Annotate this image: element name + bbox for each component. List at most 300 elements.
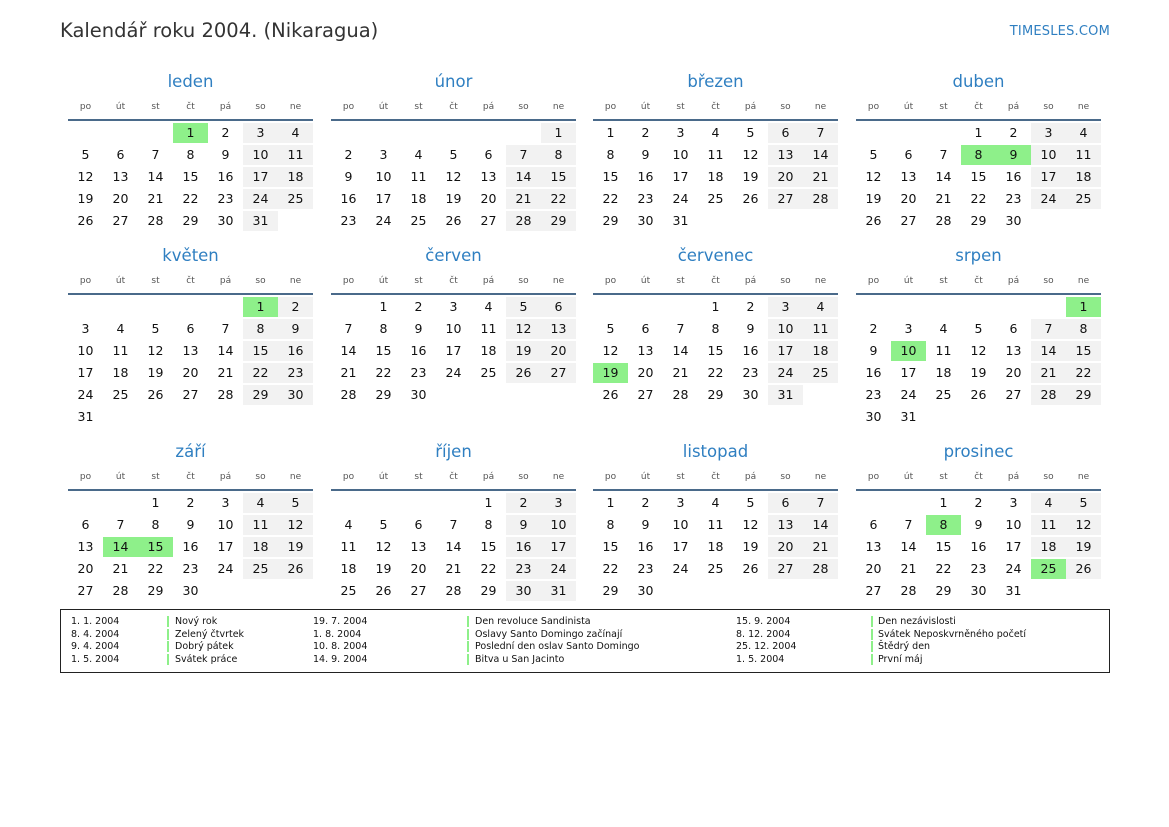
day-number: 22 [480, 561, 497, 576]
day-number: 30 [970, 583, 987, 598]
day-number: 18 [340, 561, 357, 576]
month-divider [331, 489, 576, 491]
day-cell [803, 341, 838, 361]
day-number: 27 [410, 583, 427, 598]
day-number: 30 [217, 213, 234, 228]
day-number: 26 [445, 213, 462, 228]
day-cell [243, 167, 278, 187]
weekday-label: po [604, 102, 617, 112]
weekday-label: ne [814, 472, 827, 482]
day-number: 20 [1005, 365, 1022, 380]
month-name: únor [434, 72, 473, 91]
month-name: listopad [682, 442, 749, 461]
month-divider [856, 293, 1101, 295]
holiday-name: Dobrý pátek [175, 641, 234, 653]
weekday-label: po [867, 102, 880, 112]
day-cell [366, 559, 401, 579]
day-cell [436, 559, 471, 579]
weekday-label: út [903, 276, 914, 286]
holiday-name: První máj [878, 653, 923, 665]
day-number: 26 [742, 561, 759, 576]
day-number: 16 [410, 343, 427, 358]
day-number: 11 [1075, 147, 1092, 162]
day-cell [628, 341, 663, 361]
day-number: 29 [935, 583, 952, 598]
weekday-label: st [414, 472, 423, 482]
day-number: 20 [550, 343, 567, 358]
holiday-day-cell [103, 537, 138, 557]
month-divider [856, 489, 1101, 491]
day-cell [173, 319, 208, 339]
day-number: 13 [410, 539, 427, 554]
month-name: září [175, 442, 206, 461]
day-number: 17 [672, 539, 689, 554]
day-number: 29 [147, 583, 164, 598]
day-cell [733, 515, 768, 535]
day-cell [1066, 319, 1101, 339]
holiday-marker [167, 629, 169, 640]
day-number: 1 [606, 495, 615, 510]
day-cell [401, 537, 436, 557]
day-number: 19 [375, 561, 392, 576]
weekday-label: pá [482, 102, 495, 112]
day-cell [506, 145, 541, 165]
day-number: 15 [1075, 343, 1092, 358]
month-name: říjen [435, 442, 472, 461]
day-cell [996, 493, 1031, 513]
holiday-name: Poslední den oslav Santo Domingo [475, 641, 640, 653]
day-number: 29 [707, 387, 724, 402]
weekday-label: po [342, 102, 355, 112]
weekday-header [856, 472, 1101, 486]
weekday-header [593, 472, 838, 486]
month-divider [331, 293, 576, 295]
day-cell [366, 297, 401, 317]
day-cell [1066, 493, 1101, 513]
day-cell [768, 537, 803, 557]
day-number: 22 [182, 191, 199, 206]
day-number: 17 [1040, 169, 1057, 184]
day-cell [138, 363, 173, 383]
day-number: 29 [182, 213, 199, 228]
day-cell [663, 493, 698, 513]
day-number: 23 [217, 191, 234, 206]
day-number: 6 [414, 517, 423, 532]
day-cell [926, 537, 961, 557]
day-number: 14 [445, 539, 462, 554]
day-cell [366, 211, 401, 231]
holiday-date: 9. 4. 2004 [71, 641, 120, 653]
day-cell [628, 385, 663, 405]
day-cell [733, 385, 768, 405]
day-cell [891, 167, 926, 187]
day-number: 15 [147, 539, 164, 554]
day-cell [996, 189, 1031, 209]
day-cell [401, 581, 436, 601]
day-cell [733, 189, 768, 209]
weekday-label: ne [814, 276, 827, 286]
day-number: 10 [1040, 147, 1057, 162]
day-cell [663, 145, 698, 165]
day-number: 16 [637, 539, 654, 554]
day-number: 13 [182, 343, 199, 358]
day-cell [803, 297, 838, 317]
weekday-label: ne [1077, 102, 1090, 112]
day-number: 7 [221, 321, 230, 336]
weekday-label: čt [711, 472, 720, 482]
day-cell [891, 581, 926, 601]
day-cell [173, 189, 208, 209]
holiday-date: 1. 1. 2004 [71, 616, 120, 627]
day-cell [173, 559, 208, 579]
day-cell [593, 537, 628, 557]
day-number: 26 [287, 561, 304, 576]
day-number: 3 [1009, 495, 1018, 510]
day-cell [278, 515, 313, 535]
weekday-label: pá [744, 472, 757, 482]
month-divider [68, 293, 313, 295]
day-number: 10 [375, 169, 392, 184]
day-cell [436, 341, 471, 361]
day-cell [628, 167, 663, 187]
day-cell [698, 537, 733, 557]
holiday-date: 8. 12. 2004 [736, 628, 791, 640]
day-cell [173, 385, 208, 405]
weekday-label: čt [186, 472, 195, 482]
weekday-label: pá [482, 472, 495, 482]
day-cell [243, 319, 278, 339]
day-cell [891, 407, 926, 427]
holiday-name: Štědrý den [878, 641, 931, 653]
weekday-label: čt [449, 102, 458, 112]
day-number: 1 [711, 299, 720, 314]
day-number: 5 [869, 147, 878, 162]
day-cell [768, 515, 803, 535]
month-divider [593, 119, 838, 121]
day-cell [103, 341, 138, 361]
day-cell [68, 167, 103, 187]
weekday-header [331, 102, 576, 116]
day-number: 5 [81, 147, 90, 162]
weekday-label: pá [1007, 472, 1020, 482]
day-number: 18 [252, 539, 269, 554]
day-cell [173, 537, 208, 557]
day-number: 16 [515, 539, 532, 554]
day-number: 1 [974, 125, 983, 140]
day-number: 12 [147, 343, 164, 358]
day-cell [961, 581, 996, 601]
day-number: 30 [742, 387, 759, 402]
day-cell [926, 493, 961, 513]
day-number: 10 [217, 517, 234, 532]
day-number: 10 [77, 343, 94, 358]
day-number: 17 [77, 365, 94, 380]
day-number: 11 [707, 147, 724, 162]
day-number: 14 [812, 517, 829, 532]
weekday-label: po [604, 276, 617, 286]
day-cell [278, 189, 313, 209]
day-cell [173, 211, 208, 231]
day-number: 7 [939, 147, 948, 162]
day-number: 21 [1040, 365, 1057, 380]
day-number: 19 [602, 365, 619, 380]
day-cell [926, 581, 961, 601]
day-number: 12 [865, 169, 882, 184]
day-number: 21 [112, 561, 129, 576]
day-cell [891, 145, 926, 165]
day-cell [768, 297, 803, 317]
day-number: 15 [480, 539, 497, 554]
day-number: 11 [340, 539, 357, 554]
day-cell [926, 385, 961, 405]
day-number: 23 [410, 365, 427, 380]
day-number: 17 [445, 343, 462, 358]
day-number: 7 [816, 125, 825, 140]
weekday-header [68, 276, 313, 290]
day-cell [68, 559, 103, 579]
day-cell [103, 189, 138, 209]
day-number: 20 [900, 191, 917, 206]
day-number: 6 [781, 495, 790, 510]
day-cell [103, 515, 138, 535]
day-number: 16 [1005, 169, 1022, 184]
day-number: 14 [217, 343, 234, 358]
day-cell [278, 341, 313, 361]
day-number: 6 [781, 125, 790, 140]
day-cell [733, 319, 768, 339]
day-cell [243, 559, 278, 579]
day-number: 2 [1009, 125, 1018, 140]
day-number: 15 [935, 539, 952, 554]
day-number: 25 [340, 583, 357, 598]
day-number: 2 [641, 495, 650, 510]
day-cell [926, 189, 961, 209]
day-cell [698, 319, 733, 339]
day-number: 10 [1005, 517, 1022, 532]
day-number: 19 [147, 365, 164, 380]
weekday-label: čt [974, 102, 983, 112]
day-cell [1031, 319, 1066, 339]
day-number: 1 [606, 125, 615, 140]
day-cell [768, 385, 803, 405]
day-number: 29 [550, 213, 567, 228]
day-number: 3 [221, 495, 230, 510]
day-number: 24 [77, 387, 94, 402]
day-number: 4 [344, 517, 353, 532]
day-number: 8 [974, 147, 983, 162]
day-cell [243, 189, 278, 209]
day-number: 26 [375, 583, 392, 598]
month-divider [593, 489, 838, 491]
day-cell [926, 319, 961, 339]
day-number: 23 [637, 191, 654, 206]
day-number: 18 [410, 191, 427, 206]
day-number: 13 [777, 517, 794, 532]
site-link[interactable]: TIMESLES.COM [1009, 24, 1110, 39]
holiday-day-cell [996, 145, 1031, 165]
weekday-label: út [640, 102, 651, 112]
day-cell [733, 167, 768, 187]
day-number: 23 [637, 561, 654, 576]
day-cell [628, 559, 663, 579]
holiday-marker [467, 629, 469, 640]
day-number: 18 [935, 365, 952, 380]
day-number: 19 [970, 365, 987, 380]
day-cell [243, 341, 278, 361]
day-number: 23 [515, 561, 532, 576]
day-number: 28 [812, 561, 829, 576]
day-cell [961, 515, 996, 535]
day-number: 17 [252, 169, 269, 184]
day-cell [663, 559, 698, 579]
holiday-name: Den nezávislosti [878, 616, 956, 627]
day-cell [856, 385, 891, 405]
day-cell [593, 167, 628, 187]
day-number: 24 [672, 191, 689, 206]
day-cell [663, 319, 698, 339]
day-number: 20 [112, 191, 129, 206]
day-cell [366, 385, 401, 405]
weekday-label: ne [552, 472, 565, 482]
day-number: 16 [340, 191, 357, 206]
day-number: 8 [256, 321, 265, 336]
day-cell [331, 189, 366, 209]
weekday-label: čt [186, 102, 195, 112]
day-number: 9 [641, 147, 650, 162]
day-cell [278, 319, 313, 339]
weekday-label: čt [449, 472, 458, 482]
day-cell [471, 145, 506, 165]
day-cell [1031, 385, 1066, 405]
day-number: 13 [865, 539, 882, 554]
day-number: 28 [1040, 387, 1057, 402]
weekday-label: út [378, 472, 389, 482]
day-number: 27 [77, 583, 94, 598]
day-number: 26 [147, 387, 164, 402]
day-cell [1066, 145, 1101, 165]
day-number: 9 [1009, 147, 1018, 162]
day-cell [733, 145, 768, 165]
day-cell [663, 363, 698, 383]
day-number: 27 [1005, 387, 1022, 402]
day-cell [366, 515, 401, 535]
day-cell [68, 211, 103, 231]
day-number: 17 [1005, 539, 1022, 554]
day-cell [1031, 493, 1066, 513]
day-cell [401, 189, 436, 209]
day-number: 9 [186, 517, 195, 532]
day-number: 9 [414, 321, 423, 336]
day-cell [208, 319, 243, 339]
day-cell [506, 297, 541, 317]
day-number: 7 [1044, 321, 1053, 336]
day-cell [593, 341, 628, 361]
day-cell [593, 581, 628, 601]
day-number: 16 [182, 539, 199, 554]
day-cell [961, 493, 996, 513]
day-number: 11 [252, 517, 269, 532]
holiday-day-cell [926, 515, 961, 535]
day-number: 7 [344, 321, 353, 336]
day-number: 11 [112, 343, 129, 358]
day-number: 4 [116, 321, 125, 336]
day-cell [891, 537, 926, 557]
day-cell [926, 167, 961, 187]
day-number: 18 [707, 169, 724, 184]
day-cell [926, 341, 961, 361]
day-number: 25 [410, 213, 427, 228]
day-cell [436, 515, 471, 535]
month-divider [331, 119, 576, 121]
weekday-label: čt [711, 276, 720, 286]
weekday-label: st [939, 472, 948, 482]
day-number: 24 [1005, 561, 1022, 576]
holiday-date: 1. 5. 2004 [736, 653, 785, 665]
day-cell [926, 145, 961, 165]
day-cell [436, 319, 471, 339]
day-cell [331, 581, 366, 601]
holiday-name: Svátek Neposkvrněného početí [878, 628, 1027, 640]
holiday-date: 1. 5. 2004 [71, 653, 120, 665]
weekday-label: ne [1077, 276, 1090, 286]
day-number: 21 [672, 365, 689, 380]
day-cell [996, 319, 1031, 339]
day-cell [663, 123, 698, 143]
day-number: 1 [1079, 299, 1088, 314]
day-number: 5 [746, 495, 755, 510]
day-cell [891, 211, 926, 231]
day-number: 14 [935, 169, 952, 184]
day-number: 20 [410, 561, 427, 576]
day-cell [278, 297, 313, 317]
day-number: 6 [1009, 321, 1018, 336]
day-cell [1031, 341, 1066, 361]
day-number: 22 [550, 191, 567, 206]
day-number: 26 [602, 387, 619, 402]
day-cell [1031, 515, 1066, 535]
day-cell [663, 537, 698, 557]
day-cell [366, 581, 401, 601]
day-number: 22 [707, 365, 724, 380]
day-cell [733, 341, 768, 361]
day-number: 7 [904, 517, 913, 532]
day-number: 5 [151, 321, 160, 336]
day-number: 18 [1075, 169, 1092, 184]
day-cell [961, 189, 996, 209]
weekday-label: pá [219, 472, 232, 482]
day-cell [401, 341, 436, 361]
day-cell [856, 145, 891, 165]
weekday-label: ne [289, 102, 302, 112]
day-cell [628, 363, 663, 383]
day-cell [506, 189, 541, 209]
day-cell [243, 211, 278, 231]
day-cell [243, 493, 278, 513]
day-number: 1 [379, 299, 388, 314]
day-number: 1 [151, 495, 160, 510]
day-cell [803, 123, 838, 143]
day-number: 14 [147, 169, 164, 184]
holiday-day-cell [138, 537, 173, 557]
weekday-label: po [79, 102, 92, 112]
day-number: 2 [414, 299, 423, 314]
day-cell [506, 211, 541, 231]
day-cell [663, 189, 698, 209]
holiday-marker [871, 654, 873, 665]
day-number: 12 [742, 517, 759, 532]
day-cell [593, 515, 628, 535]
day-number: 4 [816, 299, 825, 314]
